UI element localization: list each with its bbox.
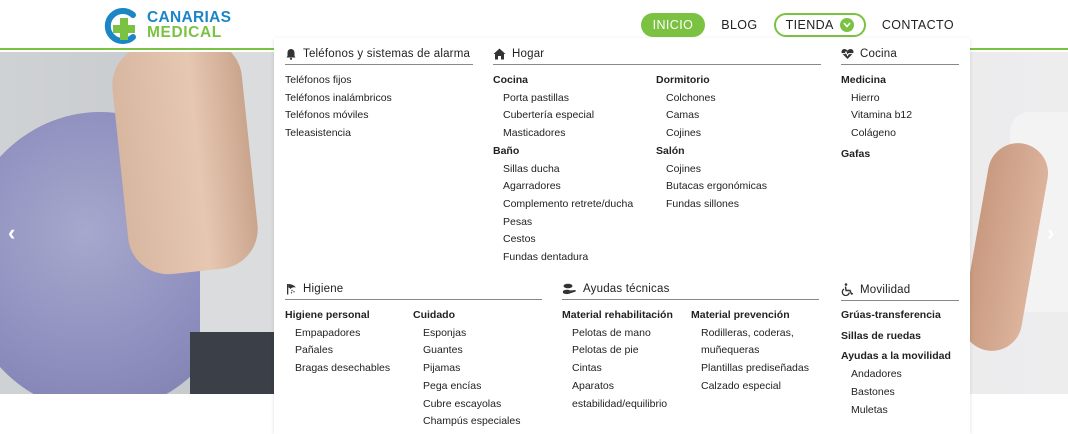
telefonos-list [285,72,392,143]
menu-link[interactable]: Fundas dentadura [503,251,589,264]
menu-link[interactable]: Hierro [851,91,880,104]
menu-link[interactable]: Teléfonos móviles [285,109,369,122]
menu-link[interactable]: Bastones [851,385,895,398]
bell-icon [285,48,297,60]
nav-contacto[interactable]: CONTACTO [881,18,954,32]
menu-link[interactable]: Rodilleras, coderas, muñequeras [701,326,794,357]
menu-link[interactable]: Teléfonos inalámbricos [285,91,392,104]
menu-link[interactable]: Porta pastillas [503,91,569,104]
section-ayudas-tecnicas[interactable] [562,283,819,300]
nav-blog[interactable]: BLOG [721,18,758,32]
category-bano[interactable]: Baño [493,144,520,157]
chevron-right-icon[interactable]: › [1047,220,1055,245]
logo-cross-icon [103,6,143,46]
category-material-rehabilitacion[interactable]: Material rehabilitación [562,309,673,321]
menu-link[interactable]: Guantes [423,344,463,357]
higiene-col-1 [285,307,390,378]
category-ayudas-movilidad[interactable]: Ayudas a la movilidad [841,350,951,363]
menu-link[interactable]: Agarradores [503,180,561,193]
menu-link[interactable]: Masticadores [503,127,566,140]
menu-link[interactable]: Plantillas prediseñadas [701,362,809,375]
menu-link[interactable]: Cojines [666,162,702,175]
menu-link[interactable]: Cestos [503,233,536,246]
category-gruas-transferencia[interactable]: Grúas-transferencia [841,309,941,321]
menu-link[interactable]: Vitamina b12 [851,109,913,122]
menu-link[interactable]: Cintas [572,362,602,375]
ayudas-col-1 [562,307,687,413]
menu-link[interactable]: Teléfonos fijos [285,74,352,86]
category-cocina[interactable]: Cocina [493,74,529,86]
menu-link[interactable]: Pañales [295,344,333,357]
chevron-down-icon [840,18,854,32]
home-icon [493,48,506,60]
section-telefonos[interactable] [285,48,473,65]
menu-link[interactable]: Cubre escayolas [423,397,502,410]
category-gafas[interactable]: Gafas [841,147,871,160]
menu-link[interactable]: Pelotas de mano [572,326,651,339]
menu-link[interactable]: Empapadores [295,326,361,339]
menu-link[interactable]: Cubertería especial [503,109,595,122]
hogar-col-1 [493,72,633,267]
menu-link[interactable]: Andadores [851,368,902,381]
nav-inicio[interactable]: INICIO [641,13,706,37]
hygiene-icon [285,283,297,295]
section-hogar-title: Hogar [512,48,545,60]
chevron-left-icon[interactable]: ‹ [8,220,16,245]
main-nav [641,13,956,37]
category-salon[interactable]: Salón [656,144,685,157]
hogar-col-2 [656,72,767,214]
menu-link[interactable]: Champús especiales [423,415,521,428]
category-dormitorio[interactable]: Dormitorio [656,74,710,86]
menu-link[interactable]: Esponjas [423,326,467,339]
nav-tienda[interactable] [774,13,866,37]
section-movilidad[interactable] [841,283,959,301]
category-sillas-de-ruedas[interactable]: Sillas de ruedas [841,329,921,342]
heartbeat-icon [841,48,854,60]
category-medicina[interactable]: Medicina [841,74,886,86]
menu-link[interactable]: Sillas ducha [503,162,560,175]
category-cuidado[interactable]: Cuidado [413,309,455,321]
section-hogar[interactable] [493,48,821,65]
ayudas-col-2 [691,307,821,396]
logo-text [147,10,231,40]
menu-link[interactable]: Complemento retrete/ducha [503,197,634,210]
nav-tienda-label: TIENDA [785,18,834,32]
logo[interactable] [103,6,233,46]
section-telefonos-title: Teléfonos y sistemas de alarma [303,48,471,60]
hero-person-arm [108,52,261,278]
menu-link[interactable]: Teleasistencia [285,127,351,140]
category-higiene-personal[interactable]: Higiene personal [285,309,370,321]
menu-link[interactable]: Pelotas de pie [572,344,639,357]
menu-link[interactable]: Pesas [503,215,533,228]
category-material-prevencion[interactable]: Material prevención [691,309,790,321]
menu-link[interactable]: Calzado especial [701,379,781,392]
section-higiene-title: Higiene [303,283,344,295]
section-cocina-salud-title: Cocina [860,48,897,60]
menu-link[interactable]: Bragas desechables [295,362,391,375]
menu-link[interactable]: Fundas sillones [666,197,739,210]
tienda-mega-menu [274,38,970,434]
menu-link[interactable]: Camas [666,109,700,122]
cocina-salud-list [841,72,912,164]
movilidad-list [841,307,951,419]
menu-link[interactable]: Pijamas [423,362,461,375]
wheelchair-icon [841,283,854,296]
section-higiene[interactable] [285,283,542,300]
section-ayudas-tecnicas-title: Ayudas técnicas [583,283,670,295]
logo-line-2: MEDICAL [147,24,222,41]
hands-icon [562,283,577,295]
menu-link[interactable]: Colchones [666,91,716,104]
section-cocina-salud[interactable] [841,48,959,65]
menu-link[interactable]: Colágeno [851,127,896,140]
section-movilidad-title: Movilidad [860,283,911,296]
hero-person-leg [190,332,280,394]
menu-link[interactable]: Butacas ergonómicas [666,180,767,193]
logo-line-1: CANARIAS [147,9,232,26]
higiene-col-2 [413,307,520,431]
menu-link[interactable]: Cojines [666,127,702,140]
menu-link[interactable]: Pega encías [423,379,482,392]
menu-link[interactable]: Aparatos estabilidad/equilibrio [572,379,668,410]
menu-link[interactable]: Muletas [851,403,888,416]
